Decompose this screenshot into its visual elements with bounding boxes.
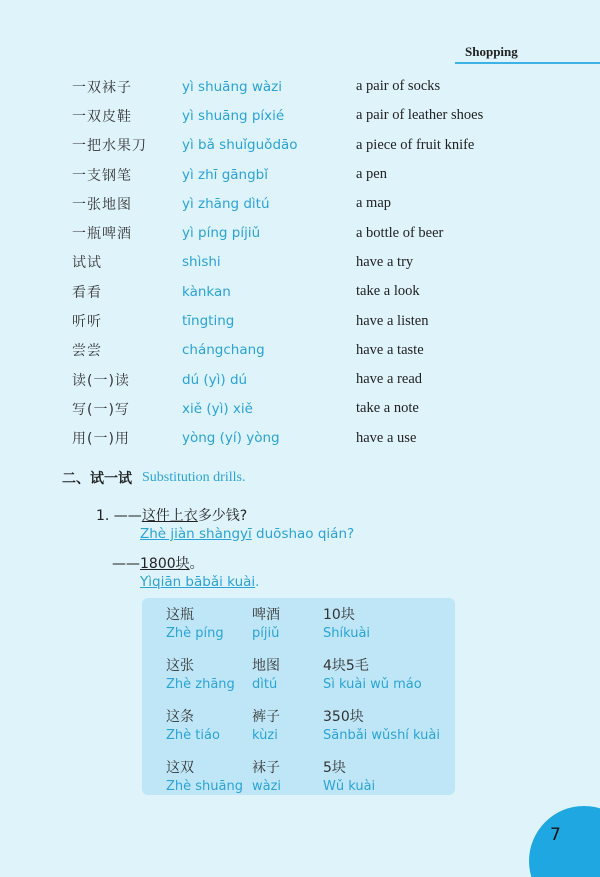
drill-chinese: 袜子 [252, 760, 280, 776]
vocab-pinyin: shìshi [182, 254, 221, 271]
vocab-row [72, 365, 552, 394]
vocab-chinese: 一支钢笔 [72, 167, 132, 184]
drill-pinyin: Zhè shuāng [166, 779, 243, 794]
vocab-english: have a taste [356, 341, 424, 358]
vocabulary-list [72, 72, 552, 453]
vocab-row [72, 131, 552, 160]
vocab-chinese: 一瓶啤酒 [72, 226, 132, 243]
drill-pinyin: Zhè zhāng [166, 677, 235, 692]
question-pinyin-underlined: Zhè jiàn shàngyī [140, 526, 252, 542]
answer-pinyin-rest: . [255, 574, 260, 590]
vocab-row [72, 306, 552, 335]
drill-cell [166, 604, 224, 641]
drill-chinese: 5块 [323, 760, 346, 776]
vocab-pinyin: yì zhāng dìtú [182, 195, 270, 212]
drill-chinese: 10块 [323, 607, 355, 623]
answer-pinyin-underlined: Yìqiān bābǎi kuài [140, 574, 256, 590]
section-subtitle: Substitution drills. [142, 470, 246, 485]
vocab-pinyin: chángchang [182, 342, 265, 359]
vocab-english: a pen [356, 166, 387, 183]
vocab-row [72, 277, 552, 306]
drill-cell [323, 706, 440, 743]
vocab-chinese: 一双皮鞋 [72, 108, 132, 125]
drill-chinese: 350块 [323, 709, 364, 725]
vocab-pinyin: yì píng píjiǔ [182, 225, 261, 242]
question-number: 1. —— [96, 508, 142, 524]
vocab-english: have a use [356, 429, 417, 446]
chapter-title: Shopping [465, 44, 518, 59]
substitution-box [142, 598, 455, 795]
vocab-pinyin: yì bǎ shuǐguǒdāo [182, 137, 298, 154]
vocab-chinese: 试试 [72, 255, 102, 272]
vocab-english: have a listen [356, 312, 429, 329]
drill-pinyin: dìtú [252, 677, 278, 692]
vocab-pinyin: dú (yì) dú [182, 371, 248, 388]
drill-pinyin: píjiǔ [252, 626, 280, 641]
question-underlined: 这件上衣 [141, 508, 198, 524]
page-number-circle [529, 806, 600, 877]
question-line [96, 505, 247, 525]
drill-chinese: 啤酒 [252, 607, 280, 623]
drill-cell [166, 655, 235, 692]
vocab-english: take a look [356, 283, 420, 300]
vocab-english: have a read [356, 371, 423, 388]
vocab-english: take a note [356, 400, 419, 417]
section-title: 试一试 [90, 471, 132, 487]
section-heading [62, 468, 245, 488]
answer-rest: 。 [189, 556, 204, 572]
vocab-chinese: 一张地图 [72, 196, 132, 213]
vocab-pinyin: yì shuāng píxié [182, 107, 285, 124]
vocab-row [72, 101, 552, 130]
drill-cell [323, 604, 370, 641]
page-number: 7 [550, 825, 561, 845]
drill-pinyin: Sì kuài wǔ máo [323, 677, 422, 692]
answer-underlined: 1800块 [140, 556, 190, 572]
drill-chinese: 4块5毛 [323, 658, 369, 674]
drill-chinese: 这瓶 [166, 607, 194, 623]
vocab-pinyin: tīngting [182, 313, 235, 330]
drill-cell [252, 655, 280, 692]
vocab-chinese: 一双袜子 [72, 79, 132, 96]
vocab-pinyin: xiě (yì) xiě [182, 400, 253, 417]
answer-line [112, 553, 204, 573]
vocab-english: a map [356, 195, 392, 212]
vocab-chinese: 用(一)用 [72, 431, 130, 448]
vocab-pinyin: yòng (yí) yòng [182, 430, 280, 447]
drill-cell [166, 757, 243, 794]
answer-pinyin [140, 574, 259, 590]
drill-cell [323, 757, 375, 794]
drill-chinese: 这双 [166, 760, 194, 776]
vocab-row [72, 218, 552, 247]
drill-chinese: 这条 [166, 709, 194, 725]
vocab-chinese: 听听 [72, 314, 102, 331]
vocab-english: have a try [356, 253, 414, 270]
vocab-english: a pair of socks [356, 78, 441, 95]
drill-cell [166, 706, 220, 743]
vocab-row [72, 336, 552, 365]
vocab-english: a pair of leather shoes [356, 107, 484, 124]
vocab-row [72, 394, 552, 423]
drill-pinyin: Zhè tiáo [166, 728, 220, 743]
drill-chinese: 裤子 [252, 709, 280, 725]
vocab-pinyin: yì zhī gāngbǐ [182, 166, 269, 183]
question-rest: 多少钱? [197, 508, 248, 524]
drill-pinyin: wàzi [252, 779, 282, 794]
question-pinyin [140, 526, 354, 542]
question-pinyin-rest: duōshao qián? [251, 526, 355, 542]
header-rule [455, 62, 600, 64]
drill-cell [323, 655, 422, 692]
drill-cell [252, 757, 281, 794]
vocab-chinese: 写(一)写 [72, 401, 130, 418]
vocab-chinese: 一把水果刀 [72, 138, 147, 155]
drill-pinyin: kùzi [252, 728, 278, 743]
vocab-chinese: 尝尝 [72, 343, 102, 360]
vocab-chinese: 读(一)读 [72, 372, 130, 389]
vocab-row [72, 160, 552, 189]
vocab-chinese: 看看 [72, 284, 102, 301]
drill-cell [252, 604, 280, 641]
vocab-row [72, 248, 552, 277]
vocab-row [72, 424, 552, 453]
drill-pinyin: Sānbǎi wǔshí kuài [323, 728, 440, 743]
drill-cell [252, 706, 280, 743]
section-number: 二、 [62, 471, 90, 487]
answer-dash: —— [112, 556, 140, 572]
vocab-row [72, 72, 552, 101]
drill-chinese: 地图 [252, 658, 280, 674]
vocab-pinyin: yì shuāng wàzi [182, 78, 283, 95]
vocab-english: a bottle of beer [356, 224, 444, 241]
drill-pinyin: Shíkuài [323, 626, 371, 641]
vocab-pinyin: kànkan [182, 283, 231, 300]
drill-pinyin: Wǔ kuài [323, 779, 376, 794]
vocab-english: a piece of fruit knife [356, 136, 475, 153]
drill-pinyin: Zhè píng [166, 626, 224, 641]
drill-chinese: 这张 [166, 658, 194, 674]
vocab-row [72, 189, 552, 218]
